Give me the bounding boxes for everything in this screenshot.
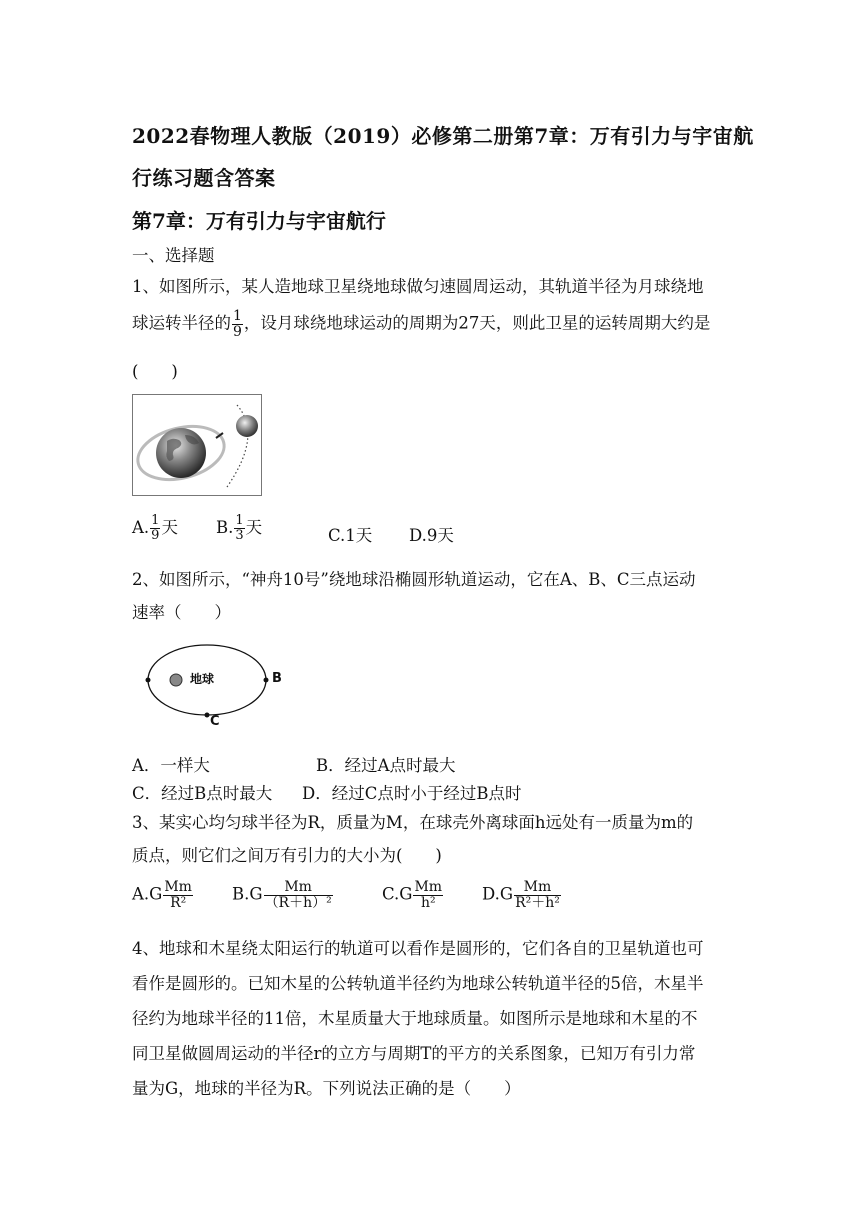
q3-line1: 3、某实心均匀球半径为R，质量为M，在球壳外离球面h远处有一质量为m的 (132, 813, 694, 832)
q3-option-a-fraction (163, 880, 193, 910)
q2-line2: 速率（ ） (132, 603, 231, 622)
q1-fraction-num: 1 (233, 308, 242, 324)
q3-option-d-prefix: D.G (482, 884, 514, 904)
q3-option-a-den: R² (170, 894, 187, 911)
q3-option-b-fraction (264, 880, 333, 910)
section-heading: 一、选择题 (132, 246, 215, 265)
q1-option-c: C.1天 (328, 526, 373, 545)
q1-option-b-fraction (234, 514, 244, 542)
document-title-line2: 行练习题含答案 (132, 166, 276, 190)
document-title-line1: 2022春物理人教版（2019）必修第二册第7章：万有引力与宇宙航 (132, 124, 754, 148)
q3-option-d (482, 880, 562, 910)
q3-option-a (132, 880, 194, 910)
point-c-label: C (210, 714, 220, 729)
q1-option-a (132, 514, 178, 543)
q3-option-a-prefix: A.G (132, 884, 163, 904)
point-c-marker (205, 713, 210, 718)
q1-option-a-unit: 天 (161, 518, 178, 537)
q1-line2 (132, 309, 710, 339)
q1-option-b-num: 1 (235, 513, 244, 529)
q3-option-c (382, 880, 444, 910)
q2-option-d: D．经过C点时小于经过B点时 (302, 784, 522, 803)
q3-option-b-prefix: B.G (232, 884, 263, 904)
earth-dot (170, 674, 182, 686)
q3-option-d-num: Mm (514, 880, 561, 896)
q4-line2: 看作是圆形的。已知木星的公转轨道半径约为地球公转轨道半径的5倍，木星半 (132, 974, 704, 993)
q1-option-a-num: 1 (151, 513, 160, 529)
q1-option-a-prefix: A. (132, 518, 150, 537)
moon-icon (236, 415, 258, 437)
q1-option-b (216, 514, 262, 543)
q2-option-a: A．一样大 (132, 756, 210, 775)
earth-moon-illustration (133, 395, 261, 495)
q3-option-b-den: （R＋h）² (264, 894, 332, 911)
q1-line2-pre: 球运转半径的 (132, 313, 231, 333)
q1-line1: 1、如图所示，某人造地球卫星绕地球做匀速圆周运动，其轨道半径为月球绕地 (132, 277, 704, 296)
q1-line2-post: ，设月球绕地球运动的周期为27天，则此卫星的运转周期大约是 (243, 313, 711, 333)
q3-option-d-den: R²＋h² (515, 894, 560, 911)
q1-fraction-den: 9 (233, 323, 242, 340)
q3-option-c-den: h² (420, 894, 436, 911)
q2-option-c: C．经过B点时最大 (132, 784, 273, 803)
q3-option-a-num: Mm (164, 879, 192, 895)
q1-fraction (232, 309, 243, 339)
q1-option-b-prefix: B. (216, 518, 234, 537)
chapter-heading: 第7章：万有引力与宇宙航行 (132, 209, 386, 233)
point-a-marker (146, 678, 151, 683)
q4-line3: 径约为地球半径的11倍，木星质量大于地球质量。如图所示是地球和木星的不 (132, 1009, 698, 1028)
q4-line5: 量为G，地球的半径为R。下列说法正确的是（ ） (132, 1079, 521, 1098)
q3-line2: 质点，则它们之间万有引力的大小为( ) (132, 846, 442, 865)
q3-option-c-prefix: C.G (382, 884, 413, 904)
q1-option-b-den: 3 (235, 528, 244, 543)
earth-label: 地球 (190, 672, 215, 686)
q4-line4: 同卫星做圆周运动的半径r的立方与周期T的平方的关系图象，已知万有引力常 (132, 1044, 696, 1063)
figure-elliptical-orbit (140, 644, 290, 728)
figure-earth-moon (132, 394, 262, 496)
q3-option-c-fraction (413, 880, 443, 910)
q2-option-b: B．经过A点时最大 (316, 756, 456, 775)
q1-option-d: D.9天 (409, 526, 454, 545)
q3-option-b (232, 880, 334, 910)
point-b-marker (264, 678, 269, 683)
point-b-label: B (272, 671, 282, 686)
q1-answer-paren: ( ) (132, 362, 178, 381)
q3-option-d-fraction (514, 880, 561, 910)
q3-option-c-num: Mm (414, 879, 443, 895)
q1-option-a-den: 9 (151, 528, 160, 543)
earth-icon (156, 428, 206, 478)
q1-option-a-fraction (150, 514, 160, 542)
q3-option-b-num: Mm (264, 880, 333, 896)
q2-line1: 2、如图所示，“神舟10号”绕地球沿椭圆形轨道运动，它在A、B、C三点运动 (132, 570, 696, 589)
q4-line1: 4、地球和木星绕太阳运行的轨道可以看作是圆形的，它们各自的卫星轨道也可 (132, 939, 704, 958)
q1-option-b-unit: 天 (245, 518, 263, 537)
